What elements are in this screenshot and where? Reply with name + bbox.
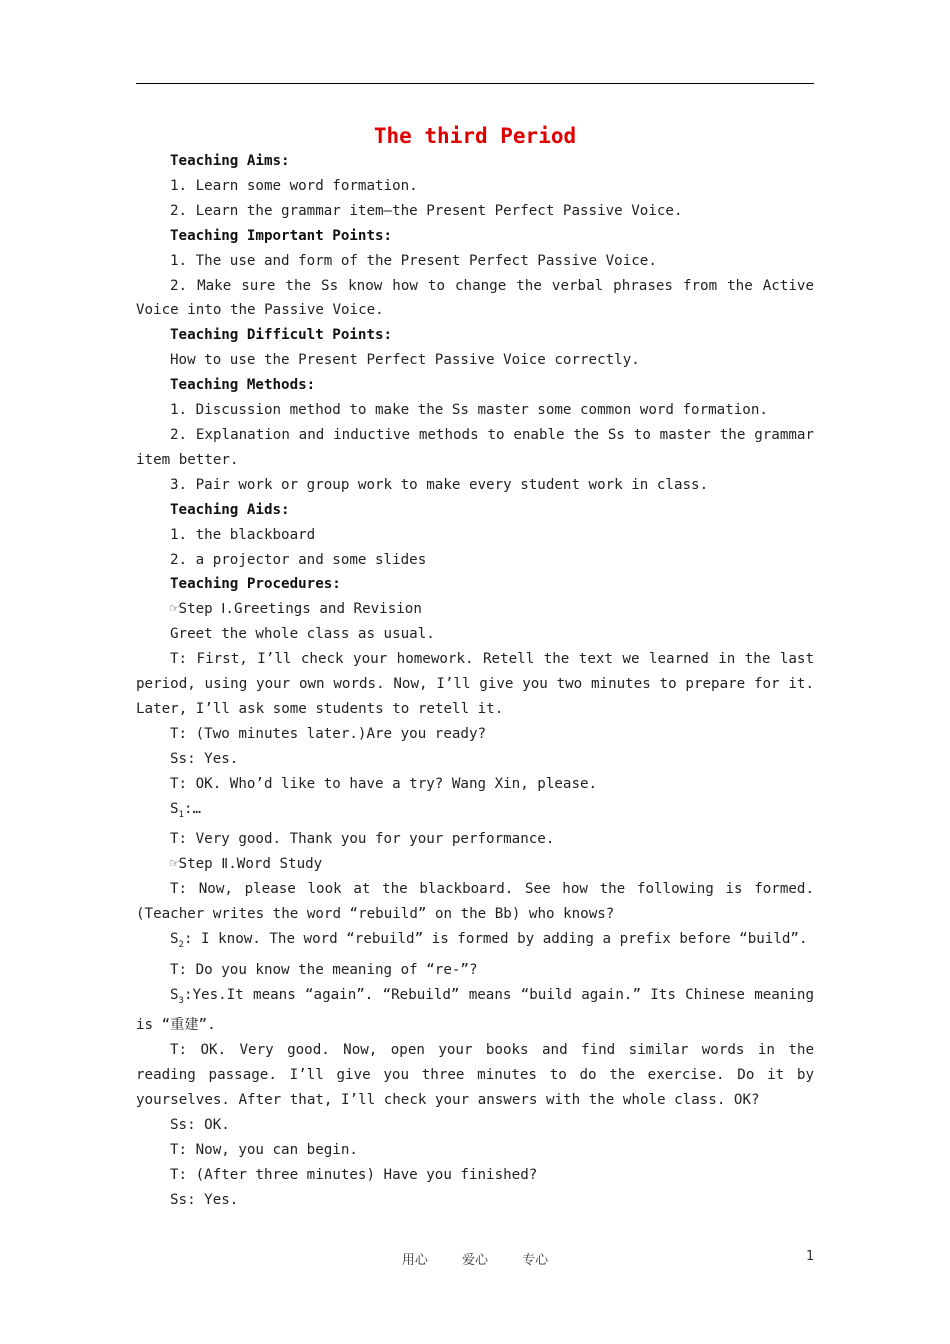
speaker-subscript: 3	[178, 995, 184, 1006]
paragraph-text: :Yes.It means “again”. “Rebuild” means “build again.” Its Chinese meaning is “重建”.	[136, 986, 814, 1034]
paragraph: 3. Pair work or group work to make every student work in class.	[170, 476, 709, 493]
speaker-subscript: 1	[178, 809, 184, 820]
paragraph: Ss: Yes.	[170, 1191, 239, 1208]
paragraph: T: (After three minutes) Have you finished?	[170, 1166, 538, 1183]
header-rule	[136, 83, 814, 84]
paragraph: T: Very good. Thank you for your performance.	[170, 831, 555, 848]
paragraph: Ss: Yes.	[170, 750, 239, 767]
paragraph: T: OK. Who’d like to have a try? Wang Xin, please.	[170, 775, 598, 792]
paragraph: 2. Make sure the Ss know how to change the verbal phrases from the Active Voice into the Passive Voice.	[136, 277, 814, 319]
paragraph	[136, 983, 814, 1039]
paragraph: Greet the whole class as usual.	[170, 626, 435, 643]
speaker-label: S	[170, 800, 179, 817]
section-heading: Teaching Difficult Points:	[170, 327, 393, 344]
paragraph: 1. Learn some word formation.	[170, 177, 418, 194]
paragraph: 2. Learn the grammar item—the Present Perfect Passive Voice.	[170, 202, 683, 219]
paragraph: T: Do you know the meaning of “re-”?	[170, 961, 478, 978]
paragraph: Ss: OK.	[170, 1116, 230, 1133]
paragraph: T: Now, you can begin.	[170, 1141, 358, 1158]
speaker-label: S	[170, 986, 179, 1003]
document-body	[136, 149, 814, 1213]
paragraph: ☞Step Ⅰ.Greetings and Revision	[170, 601, 422, 618]
speaker-subscript: 2	[178, 939, 184, 950]
paragraph: T: OK. Very good. Now, open your books and find similar words in the reading passage. I’ll give you three minutes to do the exercise. Do it by yourselves. After that, I’ll check your answers with the whole class. OK?	[136, 1042, 814, 1109]
paragraph: 2. Explanation and inductive methods to enable the Ss to master the grammar item better.	[136, 426, 814, 468]
section-heading: Teaching Methods:	[170, 377, 316, 394]
section-heading: Teaching Aims:	[170, 153, 290, 169]
paragraph: ☞Step Ⅱ.Word Study	[170, 856, 323, 873]
document-title: The third Period	[373, 124, 577, 148]
paragraph: How to use the Present Perfect Passive Voice correctly.	[170, 352, 640, 369]
paragraph: 2. a projector and some slides	[170, 551, 427, 568]
paragraph: T: Now, please look at the blackboard. See how the following is formed. (Teacher writes the word “rebuild” on the Bb) who knows?	[136, 881, 814, 923]
speaker-label: S	[170, 930, 179, 947]
page-number: 1	[806, 1249, 815, 1264]
section-heading: Teaching Aids:	[170, 501, 290, 518]
section-heading: Teaching Important Points:	[170, 227, 393, 244]
paragraph: T: First, I’ll check your homework. Retell the text we learned in the last period, using your own words. Now, I’ll give you two minutes to prepare for it. Later, I’ll ask some students to retell it.	[136, 651, 814, 717]
footer-motto: 用心 爱心 专心	[401, 1253, 549, 1268]
paragraph-text: : I know. The word “rebuild” is formed by adding a prefix before “build”.	[183, 930, 808, 947]
paragraph: T: (Two minutes later.)Are you ready?	[170, 725, 487, 742]
paragraph: 1. The use and form of the Present Perfect Passive Voice.	[170, 252, 657, 269]
paragraph	[136, 927, 814, 958]
paragraph: 1. the blackboard	[170, 526, 316, 543]
paragraph	[136, 797, 814, 828]
section-heading: Teaching Procedures:	[170, 576, 341, 593]
paragraph-text: :…	[183, 800, 202, 817]
paragraph: 1. Discussion method to make the Ss master some common word formation.	[170, 402, 768, 419]
